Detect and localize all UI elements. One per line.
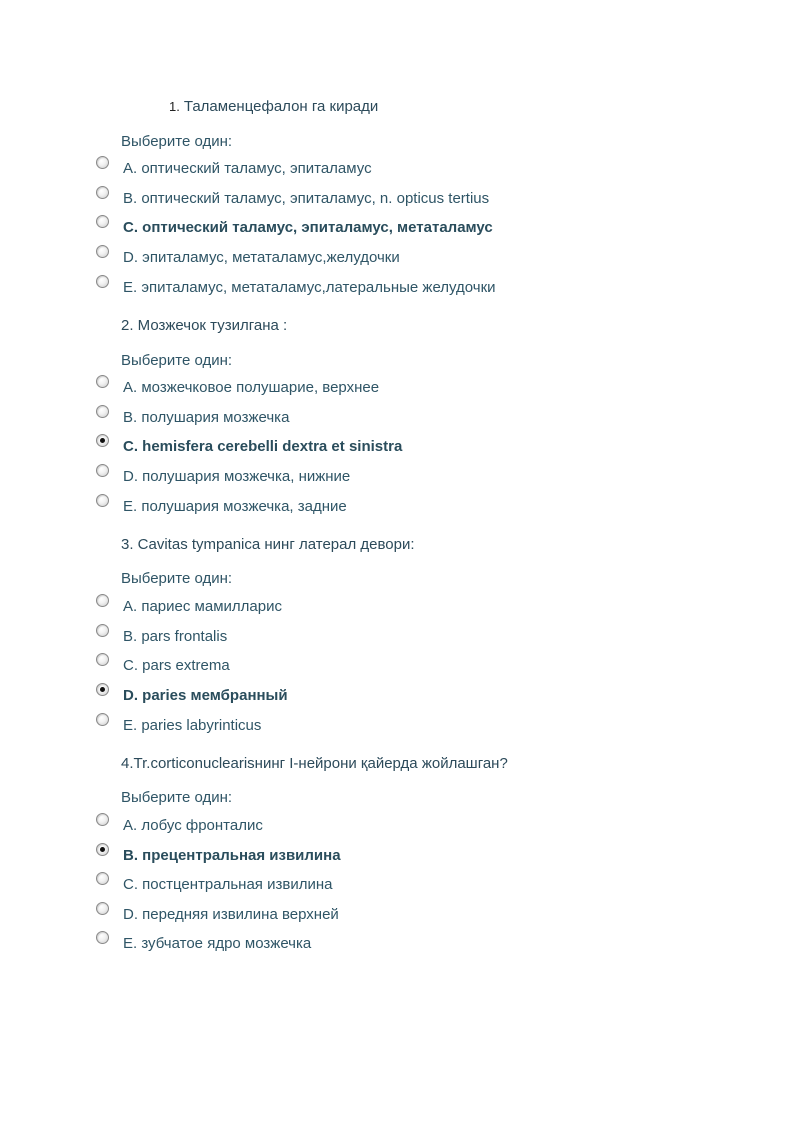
option-label: E. paries labyrinticus	[123, 717, 262, 734]
radio-button[interactable]	[96, 156, 109, 169]
radio-button[interactable]	[96, 713, 109, 726]
q2-option-c[interactable]	[96, 434, 716, 458]
option-label: D. эпиталамус, метаталамус,желудочки	[123, 249, 400, 266]
q3-option-b[interactable]	[96, 624, 716, 648]
option-label: B. pars frontalis	[123, 628, 228, 645]
option-label: C. постцентральная извилина	[123, 876, 333, 893]
radio-button[interactable]	[96, 494, 109, 507]
option-label: B. оптический таламус, эпиталамус, n. opticus tertius	[123, 190, 490, 207]
option-label: D. paries мембранный	[123, 687, 288, 704]
option-label: A. оптический таламус, эпиталамус	[123, 160, 372, 177]
q3-option-d[interactable]	[96, 683, 716, 707]
question-1-prompt: Выберите один:	[121, 133, 233, 150]
q2-option-d[interactable]	[96, 464, 716, 488]
q4-option-c[interactable]	[96, 872, 716, 896]
option-label: A. лобус фронталис	[123, 817, 263, 834]
option-label: C. hemisfera cerebelli dextra et sinistra	[123, 438, 403, 455]
q2-option-a[interactable]	[96, 375, 716, 399]
option-label: D. передняя извилина верхней	[123, 906, 339, 923]
option-label: E. зубчатое ядро мозжечка	[123, 935, 312, 952]
option-label: C. pars extrema	[123, 657, 230, 674]
q4-option-a[interactable]	[96, 813, 716, 837]
option-label: A. мозжечковое полушарие, верхнее	[123, 379, 380, 396]
q3-option-e[interactable]	[96, 713, 716, 737]
option-label: C. оптический таламус, эпиталамус, метаталамус	[123, 219, 493, 236]
radio-button[interactable]	[96, 275, 109, 288]
q1-option-d[interactable]	[96, 245, 716, 269]
radio-button[interactable]	[96, 902, 109, 915]
q3-option-a[interactable]	[96, 594, 716, 618]
radio-button[interactable]	[96, 653, 109, 666]
radio-button[interactable]	[96, 624, 109, 637]
question-1-text: Таламенцефалон га киради	[183, 98, 379, 115]
option-label: A. париес мамилларис	[123, 598, 282, 615]
radio-button[interactable]	[96, 464, 109, 477]
radio-button-selected[interactable]	[96, 683, 109, 696]
question-3-title: 3. Cavitas tympanica нинг латерал девори:	[121, 536, 415, 553]
radio-button[interactable]	[96, 405, 109, 418]
q4-option-d[interactable]	[96, 902, 716, 926]
q3-option-c[interactable]	[96, 653, 716, 677]
radio-button[interactable]	[96, 186, 109, 199]
radio-button[interactable]	[96, 375, 109, 388]
radio-button-selected[interactable]	[96, 843, 109, 856]
q4-option-b[interactable]	[96, 843, 716, 867]
q1-option-a[interactable]	[96, 156, 716, 180]
question-4-prompt: Выберите один:	[121, 789, 233, 806]
radio-button[interactable]	[96, 594, 109, 607]
question-2-prompt: Выберите один:	[121, 352, 233, 369]
q4-option-e[interactable]	[96, 931, 716, 955]
question-2-title: 2. Мозжечок тузилгана :	[121, 317, 288, 334]
radio-button[interactable]	[96, 245, 109, 258]
q2-option-b[interactable]	[96, 405, 716, 429]
q1-option-b[interactable]	[96, 186, 716, 210]
q1-option-c[interactable]	[96, 215, 716, 239]
question-3-prompt: Выберите один:	[121, 570, 233, 587]
option-label: B. прецентральная извилина	[123, 847, 341, 864]
option-label: E. эпиталамус, метаталамус,латеральные желудочки	[123, 279, 496, 296]
question-1-number: 1.	[169, 99, 180, 114]
radio-button[interactable]	[96, 215, 109, 228]
q2-option-e[interactable]	[96, 494, 716, 518]
radio-button[interactable]	[96, 872, 109, 885]
option-label: E. полушария мозжечка, задние	[123, 498, 347, 515]
question-4-title: 4.Tr.corticonuclearisнинг I-нейрони қайерда жойлашган?	[121, 755, 508, 772]
q1-option-e[interactable]	[96, 275, 716, 299]
question-1-title	[169, 98, 378, 115]
radio-button-selected[interactable]	[96, 434, 109, 447]
radio-button[interactable]	[96, 931, 109, 944]
option-label: D. полушария мозжечка, нижние	[123, 468, 351, 485]
option-label: B. полушария мозжечка	[123, 409, 290, 426]
radio-button[interactable]	[96, 813, 109, 826]
